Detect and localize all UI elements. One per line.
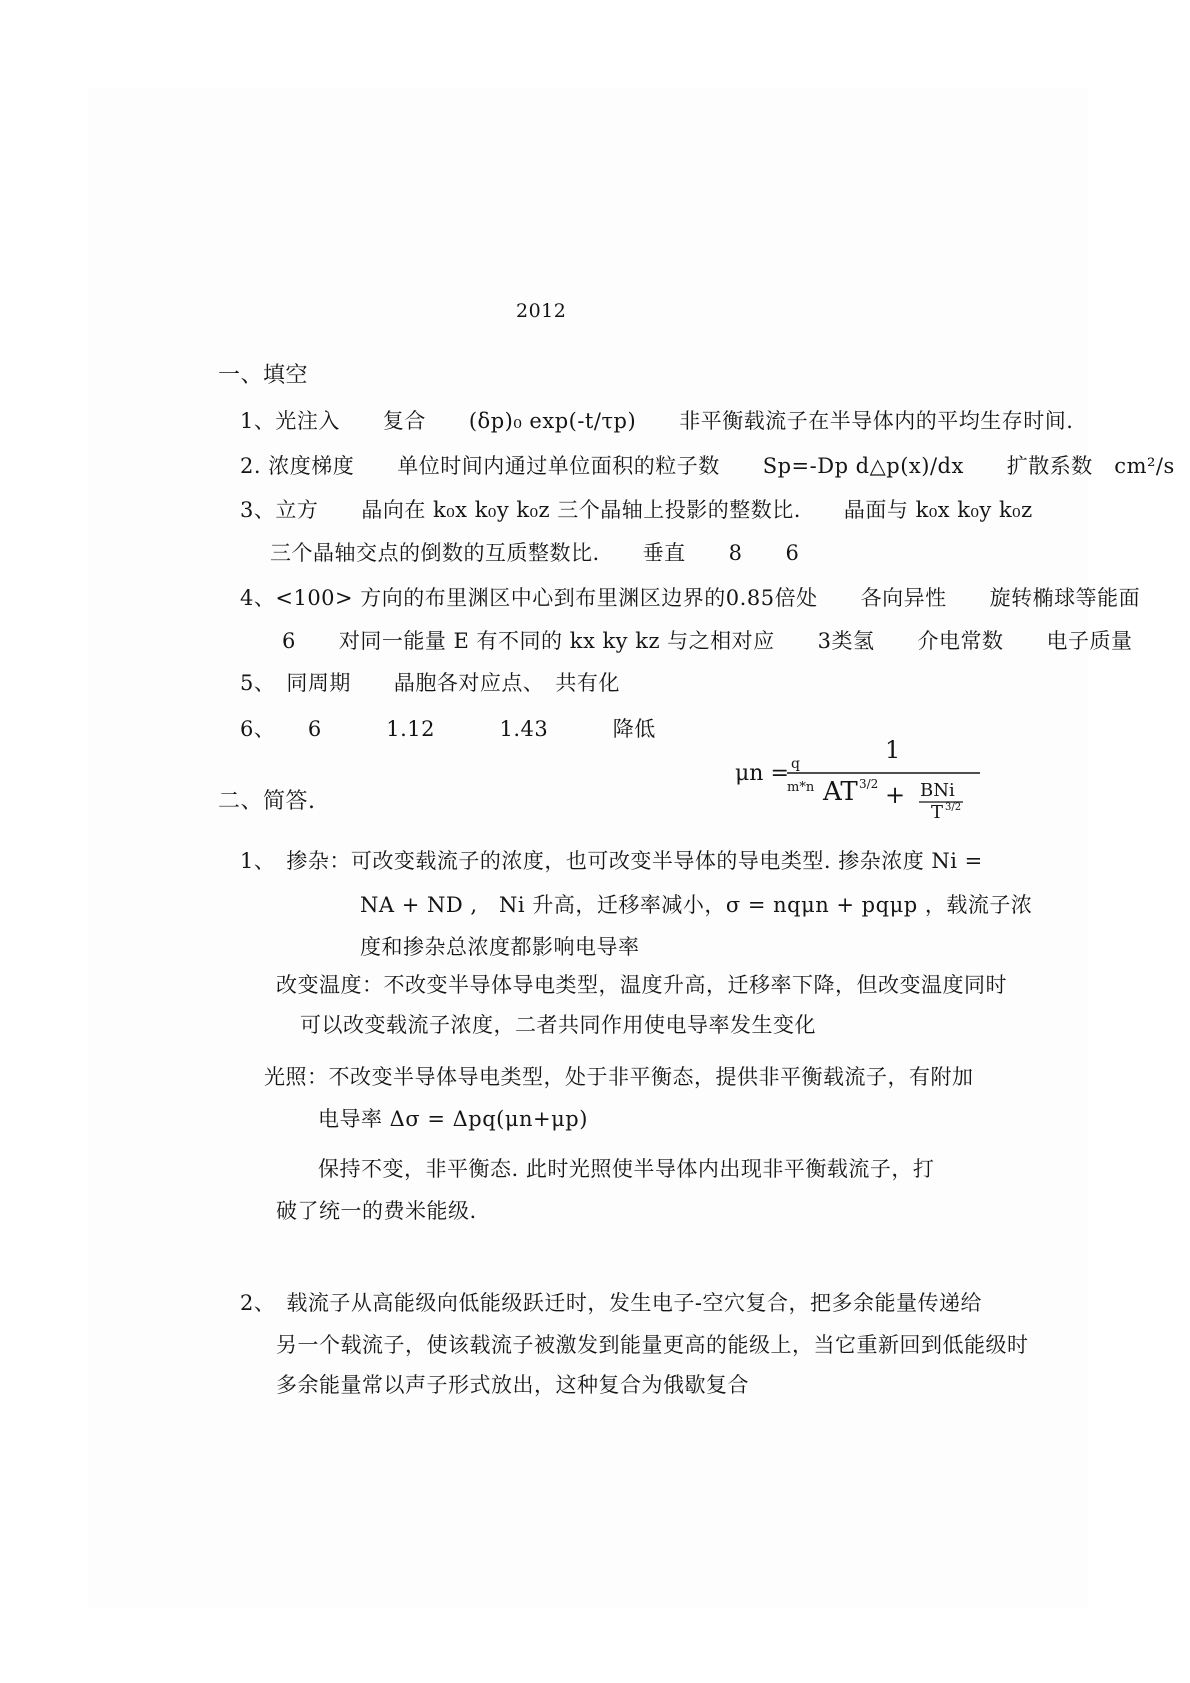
section-2-title: 二、简答. [218,789,316,814]
q1-line-8: 保持不变，非平衡态. 此时光照使半导体内出现非平衡载流子，打 [318,1157,935,1181]
answer-line-6: 6、 6 1.12 1.43 降低 [240,717,656,741]
q1-line-2: NA + ND , Ni 升高，迁移率减小，σ = nqμn + pqμp ，载流子浓 [360,893,1033,917]
q2-line-1: 2、 载流子从高能级向低能级跃迁时，发生电子-空穴复合，把多余能量传递给 [240,1291,982,1315]
formula-mass: m*n [787,780,815,795]
q1-line-5: 可以改变载流子浓度，二者共同作用使电导率发生变化 [300,1013,816,1037]
mobility-formula [735,718,995,818]
answer-line-4: 4、<100> 方向的布里渊区中心到布里渊区边界的0.85倍处 各向异性 旋转椭球等能面 [240,586,1141,610]
section-1-title: 一、填空 [218,363,309,388]
formula-q: q [791,756,800,772]
q1-line-9: 破了统一的费米能级. [276,1199,477,1223]
q1-line-3: 度和掺杂总浓度都影响电导率 [360,935,640,959]
q1-line-4: 改变温度：不改变半导体导电类型，温度升高，迁移率下降，但改变温度同时 [276,973,1007,997]
q1-line-7: 电导率 Δσ = Δpq(μn+μp) [318,1107,588,1131]
answer-line-3-cont: 三个晶轴交点的倒数的互质整数比. 垂直 8 6 [270,541,800,565]
answer-line-5: 5、 同周期 晶胞各对应点、 共有化 [240,671,620,695]
answer-line-2: 2. 浓度梯度 单位时间内通过单位面积的粒子数 Sp=-Dp d△p(x)/dx 扩散系数 cm²/s [240,454,1175,478]
formula-plus: + [885,781,906,809]
formula-exp2: 3/2 [945,802,962,813]
q2-line-2: 另一个载流子，使该载流子被激发到能量更高的能级上，当它重新回到低能级时 [276,1333,1029,1357]
answer-line-4-cont: 6 对同一能量 E 有不同的 kx ky kz 与之相对应 3类氢 介电常数 电子质量 [282,629,1133,653]
q2-line-3: 多余能量常以声子形式放出，这种复合为俄歇复合 [276,1373,749,1397]
formula-term1: AT [823,777,858,807]
formula-term2-bottom: T [931,802,944,818]
formula-term2-top: BNi [920,780,955,801]
formula-exp1: 3/2 [859,777,879,791]
answer-line-1: 1、光注入 复合 (δp)₀ exp(-t/τp) 非平衡载流子在半导体内的平均生存时间. [240,409,1074,433]
formula-lhs: μn = [735,761,789,786]
formula-numerator: 1 [885,736,901,764]
q1-line-6: 光照：不改变半导体导电类型，处于非平衡态，提供非平衡载流子，有附加 [264,1065,974,1089]
q1-line-1: 1、 掺杂：可改变载流子的浓度，也可改变半导体的导电类型. 掺杂浓度 Ni = [240,849,983,873]
answer-line-3: 3、立方 晶向在 k₀x k₀y k₀z 三个晶轴上投影的整数比. 晶面与 k₀x k₀y k₀z [240,498,1033,522]
year-heading: 2012 [516,300,567,322]
